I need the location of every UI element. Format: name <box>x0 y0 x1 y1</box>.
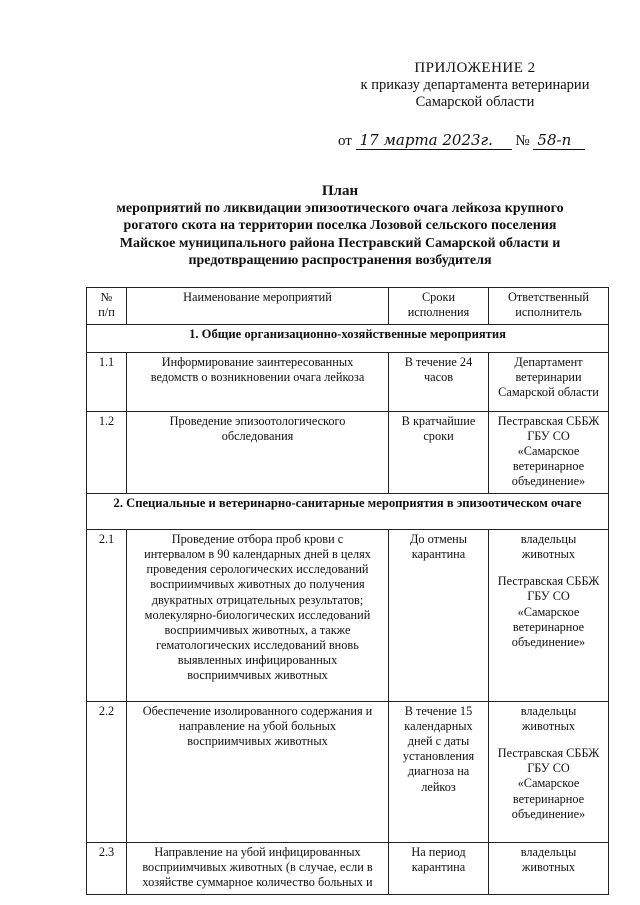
row-num: 2.3 <box>87 842 127 894</box>
row-resp-line: животных <box>521 547 576 562</box>
row-resp-line: «Самарское <box>517 604 580 619</box>
row-name-line: хозяйстве суммарное количество больных и <box>142 874 373 889</box>
row-resp-line: «Самарское <box>517 776 580 791</box>
row-resp-line: Пестравская СББЖ <box>497 413 600 428</box>
section-row-1 <box>87 325 609 353</box>
row-resp-line: объединение» <box>511 634 586 649</box>
row-name-line: Направление на убой инфицированных <box>154 844 361 859</box>
row-name-line: Информирование заинтересованных <box>161 355 354 370</box>
row-term-line: сроки <box>423 428 454 443</box>
row-resp-line: животных <box>521 859 576 874</box>
row-name-line: двукратных отрицательных результатов; <box>151 592 364 607</box>
order-prefix: от <box>338 133 352 149</box>
row-resp-line: владельцы <box>520 844 577 859</box>
row-resp-line: Департамент <box>514 355 583 370</box>
row-name-line: Обеспечение изолированного содержания и <box>142 704 373 719</box>
row-term-line: карантина <box>411 859 466 874</box>
row-resp-line: владельцы <box>520 532 577 547</box>
order-number-label: № <box>515 133 530 149</box>
header-resp-line: Ответственный <box>508 290 589 304</box>
appendix-line-2: Самарской области <box>415 94 535 110</box>
row-term-line: лейкоз <box>421 779 456 794</box>
table-row <box>87 530 609 702</box>
measures-table <box>86 287 609 895</box>
row-resp-line: ГБУ СО <box>527 428 570 443</box>
row-responsible <box>489 842 609 894</box>
appendix-line-1: к приказу департамента ветеринарии <box>360 77 590 93</box>
row-name-line: восприимчивых животных <box>187 667 328 682</box>
spacer <box>493 734 604 746</box>
row-name-line: выявленных инфицированных <box>177 652 338 667</box>
row-name-line: молекулярно-биологических исследований <box>144 607 371 622</box>
row-name <box>127 842 389 894</box>
order-line <box>338 131 618 150</box>
row-name-line: Проведение отбора проб крови с <box>171 532 344 547</box>
row-responsible <box>489 702 609 843</box>
order-date-handwritten: 17 марта 2023г. <box>356 131 512 150</box>
row-name <box>127 702 389 843</box>
row-term-line: часов <box>423 370 454 385</box>
row-name-line: ведомств о возникновении очага лейкоза <box>150 370 365 385</box>
row-term-line: В течение 24 <box>404 355 473 370</box>
row-term-line: календарных <box>404 719 473 734</box>
header-term-line: исполнения <box>407 305 470 320</box>
header-responsible <box>489 288 609 325</box>
plan-line: предотвращению распространения возбудителя <box>188 252 492 268</box>
table-row <box>87 842 609 894</box>
row-responsible <box>489 353 609 411</box>
header-term-line: Сроки <box>421 290 456 304</box>
row-resp-line: ветеринарное <box>512 619 585 634</box>
row-name-line: восприимчивых животных (в случае, если в <box>142 859 373 874</box>
row-resp-line: Пестравская СББЖ <box>497 746 600 761</box>
row-name <box>127 411 389 493</box>
appendix-title: ПРИЛОЖЕНИЕ 2 <box>414 60 536 76</box>
row-resp-line: ГБУ СО <box>527 761 570 776</box>
row-resp-line: «Самарское <box>517 443 580 458</box>
plan-heading <box>70 183 610 269</box>
header-num-line: п/п <box>98 305 115 320</box>
row-resp-line: животных <box>521 719 576 734</box>
row-term-line: В кратчайшие <box>401 413 476 428</box>
row-resp-line: объединение» <box>511 473 586 488</box>
row-name-line: восприимчивых животных, а также <box>164 622 351 637</box>
row-name-line: гематологических исследований вновь <box>156 637 359 652</box>
row-term <box>389 353 489 411</box>
row-resp-line: владельцы <box>520 704 577 719</box>
header-num <box>87 288 127 325</box>
row-name-line: направление на убой больных <box>178 719 337 734</box>
row-resp-line: ГБУ СО <box>527 589 570 604</box>
header-num-line: № <box>100 290 113 304</box>
plan-line: мероприятий по ликвидации эпизоотического очага лейкоза крупного <box>116 201 564 217</box>
row-name <box>127 530 389 702</box>
plan-line: рогатого скота на территории поселка Лозовой сельского поселения <box>123 218 557 234</box>
plan-line: Майское муниципального района Пестравский Самарской области и <box>119 235 561 251</box>
row-num: 1.2 <box>87 411 127 493</box>
order-number-handwritten: 58-п <box>533 131 585 150</box>
row-num: 2.2 <box>87 702 127 843</box>
row-term-line: установления <box>402 749 475 764</box>
section-title: 1. Общие организационно-хозяйственные мероприятия <box>87 325 609 353</box>
row-name-line: Проведение эпизоотологического <box>169 413 346 428</box>
row-name <box>127 353 389 411</box>
spacer <box>493 562 604 574</box>
row-term-line: На период <box>411 844 466 859</box>
row-term-line: До отмены <box>409 532 468 547</box>
table-row <box>87 353 609 411</box>
row-name-line: восприимчивых животных до получения <box>150 577 365 592</box>
plan-title: План <box>321 183 359 199</box>
row-resp-line: ветеринарии <box>515 370 582 385</box>
row-name-line: восприимчивых животных <box>187 734 328 749</box>
header-resp-line: исполнитель <box>515 305 582 320</box>
row-name-line: обследования <box>221 428 294 443</box>
row-name-line: проведения серологических исследований <box>146 562 369 577</box>
row-resp-line: ветеринарное <box>512 458 585 473</box>
row-term-line: карантина <box>411 547 466 562</box>
table-header-row <box>87 288 609 325</box>
row-term <box>389 702 489 843</box>
row-term <box>389 530 489 702</box>
row-responsible <box>489 411 609 493</box>
row-resp-line: Самарской области <box>498 385 599 400</box>
row-term-line: В течение 15 <box>404 704 473 719</box>
row-name-line: интервалом в 90 календарных дней в целях <box>144 547 371 562</box>
row-term-line: дней с даты <box>407 734 470 749</box>
header-term <box>389 288 489 325</box>
row-resp-line: Пестравская СББЖ <box>497 574 600 589</box>
row-resp-line: ветеринарное <box>512 791 585 806</box>
header-name: Наименование мероприятий <box>127 288 389 325</box>
table-row <box>87 702 609 843</box>
row-term-line: диагноза на <box>407 764 470 779</box>
table-row <box>87 411 609 493</box>
row-term <box>389 842 489 894</box>
section-title: 2. Специальные и ветеринарно-санитарные мероприятия в эпизоотическом очаге <box>87 494 609 530</box>
section-row-2 <box>87 494 609 530</box>
row-num: 1.1 <box>87 353 127 411</box>
row-num: 2.1 <box>87 530 127 702</box>
row-term <box>389 411 489 493</box>
appendix-block <box>330 60 620 111</box>
row-responsible <box>489 530 609 702</box>
row-resp-line: объединение» <box>511 806 586 821</box>
